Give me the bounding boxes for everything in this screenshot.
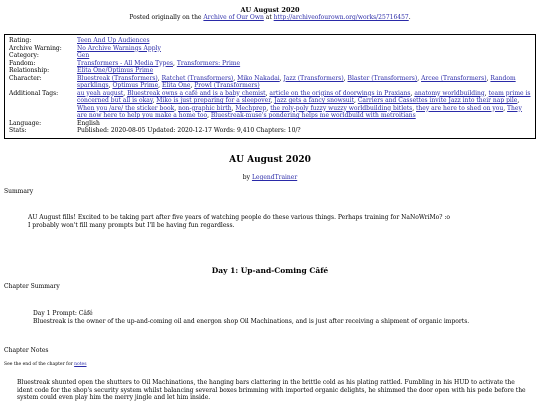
tag-link[interactable]: Prowl (Transformers) [194, 82, 260, 89]
fandom-label: Fandom: [9, 59, 36, 67]
tag-link[interactable]: Mechprep [235, 104, 267, 112]
relationship-link[interactable]: Elita One/Optimus Prime [77, 67, 154, 74]
rating-link[interactable]: Teen And Up Audiences [77, 37, 150, 44]
list-separator: , [174, 104, 179, 112]
tag-link[interactable]: they are here to shed on you [416, 104, 504, 112]
posted-prefix: Posted originally on the [129, 14, 202, 22]
work-meta-table [4, 34, 536, 139]
warning-link[interactable]: No Archive Warnings Apply [77, 44, 161, 52]
list-separator: , [207, 112, 211, 119]
notes-line [4, 362, 87, 368]
summary-line-1: AU August fills! Excited to be taking part after five years of watching people do these various things. Perhaps training for NaNoWriMo? :o [28, 214, 451, 221]
chapter-notes-heading: Chapter Notes [4, 347, 49, 354]
tag-link[interactable]: Ratchet (Transformers) [161, 74, 234, 82]
tag-link[interactable]: Jazz gets a fancy snowsuit [274, 97, 355, 104]
url-suffix: . [408, 14, 411, 22]
list-separator: , [410, 89, 415, 97]
meta-row-tags [9, 90, 531, 120]
tag-link[interactable]: When you /are/ the sticker book [77, 104, 175, 112]
language-value: English [77, 119, 100, 127]
chapter-title: Day 1: Up-and-Coming Câfé [211, 266, 329, 275]
list-separator: , [354, 97, 358, 104]
list-separator: , [265, 89, 270, 97]
list-separator: , [233, 74, 238, 82]
tag-link[interactable]: Bluestreak owns a café and is a baby chemist [127, 89, 266, 97]
tag-link[interactable]: non-graphic birth [178, 104, 232, 112]
tag-link[interactable]: Bluestreak-muse's pondering helps me worldbuild with metroitians [210, 112, 416, 119]
language-label: Language: [9, 119, 42, 127]
meta-row-warning [9, 45, 531, 53]
header-title: AU August 2020 [240, 6, 300, 14]
tag-link[interactable]: Transformers - All Media Types [77, 59, 173, 67]
stats-value: Published: 2020-08-05 Updated: 2020-12-17 Words: 9,410 Chapters: 10/? [77, 127, 301, 134]
list-separator: , [343, 74, 348, 82]
list-separator: , [158, 82, 162, 89]
tag-link[interactable]: the roly-poly fuzzy wuzzy worldbuilding bitlets [270, 104, 413, 112]
work-url-link[interactable]: http://archiveofourown.org/works/25716457 [273, 14, 409, 22]
notes-link[interactable]: notes [74, 362, 87, 367]
tag-link[interactable]: Carriers and Cassettes invite Jazz into their nap pile [357, 97, 518, 104]
summary-heading: Summary [4, 188, 34, 195]
summary-line-2: I probably won't fill many prompts but I'll be having fun regardless. [28, 221, 235, 229]
tag-link[interactable]: Jazz (Transformers) [283, 74, 344, 82]
tag-link[interactable]: Blaster (Transformers) [347, 74, 418, 82]
list-separator: , [123, 89, 128, 97]
list-separator: , [157, 74, 162, 82]
list-separator: , [417, 74, 422, 82]
by-text: by [242, 174, 251, 181]
meta-row-stats [9, 127, 531, 135]
posted-line [0, 14, 540, 22]
tag-link[interactable]: anatomy worldbuilding [414, 89, 485, 97]
tag-link[interactable]: Elita One [161, 82, 191, 89]
list-separator: , [279, 74, 284, 82]
list-separator: , [190, 82, 195, 89]
byline [0, 174, 540, 182]
category-label: Category: [9, 52, 39, 59]
meta-row-rating [9, 37, 531, 45]
meta-row-category [9, 52, 531, 60]
tag-link[interactable]: Miko Nakadai [237, 74, 280, 82]
list-separator: , [173, 59, 177, 67]
tag-link[interactable]: They are now here to help you make a home too [77, 104, 522, 119]
category-link[interactable]: Gen [77, 52, 90, 59]
list-separator: , [152, 97, 157, 104]
rating-label: Rating: [9, 37, 32, 44]
list-separator: , [484, 89, 489, 97]
archive-link[interactable]: Archive of Our Own [203, 14, 264, 22]
meta-row-language [9, 120, 531, 128]
character-list [77, 75, 531, 90]
tag-link[interactable]: team prime is concerned but all is okay [77, 89, 531, 104]
warning-label: Archive Warning: [9, 44, 62, 52]
list-separator: , [231, 104, 236, 112]
list-separator: , [412, 104, 417, 112]
list-separator: , [270, 97, 275, 104]
chapter-summary-heading: Chapter Summary [4, 283, 60, 290]
stats-label: Stats: [9, 127, 27, 134]
tag-link[interactable]: Bluestreak (Transformers) [77, 74, 158, 82]
posted-at: at [265, 14, 272, 22]
meta-row-fandom [9, 60, 531, 68]
list-separator: , [108, 82, 113, 89]
work-title: AU August 2020 [229, 155, 311, 165]
tag-list [77, 90, 531, 120]
work-summary [28, 214, 518, 229]
list-separator: , [486, 74, 491, 82]
list-separator: , [517, 97, 520, 104]
page-header [0, 0, 540, 22]
chapter-body-text: Bluestreak shunted open the shutters to Oil Machinations, the hanging bars clattering in the brittle cold as his plating rattled. Fumbling in his HUD to activate the ident code for the shop's security system whilst balancing several boxes brimming with imported organic delights, he shimmed the door open with his pede before the system could even play him the merry jingle and let him inside. [17, 379, 526, 401]
fandom-list [77, 60, 531, 68]
tag-link[interactable]: Arcee (Transformers) [421, 74, 487, 82]
chapter-summary [33, 310, 523, 325]
list-separator: , [266, 104, 271, 112]
meta-row-relationship [9, 67, 531, 75]
chapter-summary-line-2: Bluestreak is the owner of the up-and-coming oil and energon shop Oil Machinations, and is just after receiving a shipment of organic imports. [33, 317, 470, 325]
chapter-summary-line-1: Day 1 Prompt: Câfé [33, 310, 93, 317]
tag-link[interactable]: Optimus Prime [112, 82, 159, 89]
tag-link[interactable]: Transformers: Prime [176, 59, 241, 67]
list-separator: , [503, 104, 508, 112]
notes-prefix: See the end of the chapter for [4, 362, 73, 367]
tag-link[interactable]: article on the origins of doorwings in Praxians [269, 89, 411, 97]
meta-row-character [9, 75, 531, 90]
tag-link[interactable]: Miko is just preparing for a sleepover [156, 97, 271, 104]
tags-label: Additional Tags: [9, 89, 59, 97]
relationship-label: Relationship: [9, 67, 50, 74]
character-label: Character: [9, 74, 42, 82]
tag-link[interactable]: au yeah august [77, 89, 124, 97]
author-link[interactable]: LegendTrainer [251, 174, 298, 181]
tag-link[interactable]: Random sparklings [77, 74, 516, 89]
